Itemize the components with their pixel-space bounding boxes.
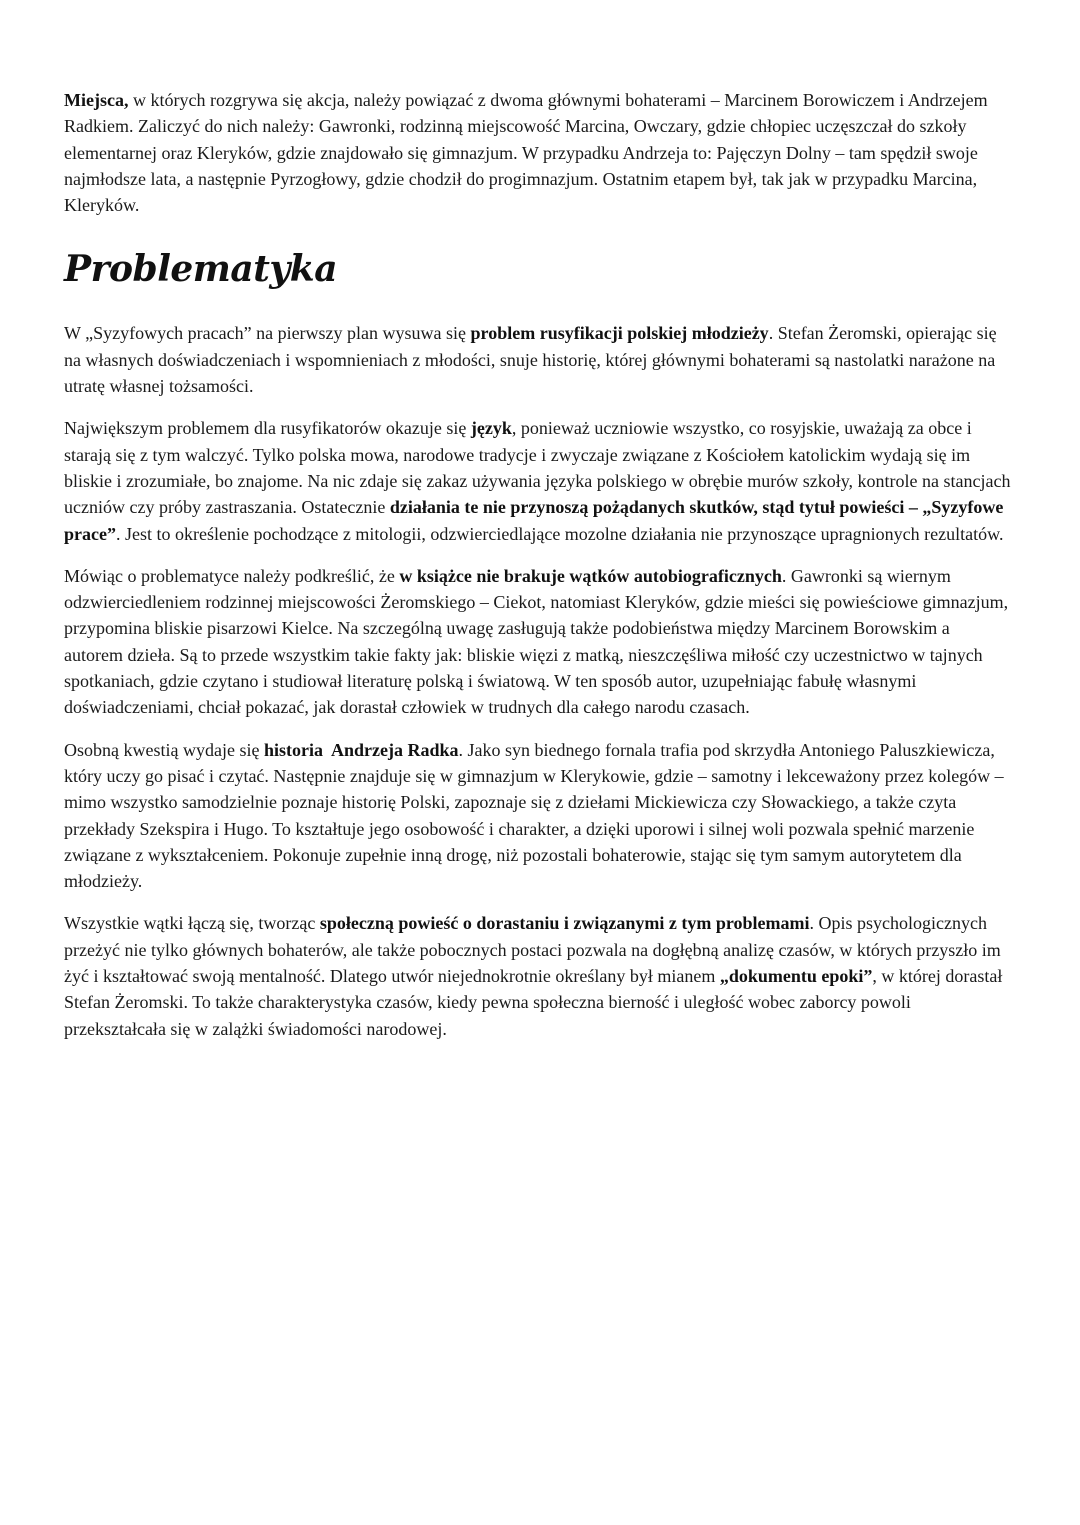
text-run: w których rozgrywa się akcja, należy powiązać z dwoma głównymi bohaterami – Marcinem Borowiczem i Andrzejem Radkiem. Zaliczyć do nich należy: Gawronki, rodzinną miejscowość Marcina, Owczary, gdzie chłopiec uczęszczał do szkoły elementarnej oraz Kleryków, gdzie znajdowało się gimnazjum. W przypadku Andrzeja to: Pajęczyn Dolny – tam spędził swoje najmłodsze lata, a następnie Pyrzogłowy, gdzie chodził do progimnazjum. Ostatnim etapem był, tak jak w przypadku Marcina, Kleryków.	[64, 90, 988, 216]
text-run: Osobną kwestią wydaje się	[64, 739, 264, 760]
text-run: , ponieważ uczniowie wszystko, co rosyjskie, uważają za obce i starają się z tym walczyć. Tylko polska mowa, narodowe tradycje i zwyczaje związane z Kościołem katolickim wydają się im bliskie i zrozumiałe, bo znajome. Na nic zdaje się zakaz używania języka polskiego w obrębie murów szkoły, kontrole na stancjach uczniów czy próby zastraszania. Ostatecznie	[64, 418, 1011, 518]
text-run: Największym problemem dla rusyfikatorów okazuje się	[64, 418, 471, 439]
text-run: , w której dorastał Stefan Żeromski. To także charakterystyka czasów, kiedy pewna społeczna bierność i uległość wobec zaborcy powoli przekształcała się w zalążki świadomości narodowej.	[64, 966, 1003, 1039]
paragraph-watki-autobiograficzne	[64, 563, 1012, 721]
bold-phrase: „dokumentu epoki”	[719, 966, 873, 987]
text-run: Wszystkie wątki łączą się, tworząc	[64, 913, 320, 934]
text-run: . Jako syn biednego fornala trafia pod skrzydła Antoniego Paluszkiewicza, który uczy go pisać i czytać. Następnie znajduje się w gimnazjum w Klerykowie, gdzie – samotny i lekceważony przez kolegów – mimo wszystko samodzielnie poznaje historię Polski, zapoznaje się z dziełami Mickiewicza czy Słowackiego, a także czyta przekłady Szekspira i Hugo. To kształtuje jego osobowość i charakter, a dzięki uporowi i silnej woli pozwala spełnić marzenie związane z wykształceniem. Pokonuje zupełnie inną drogę, niż pozostali bohaterowie, stając się tym samym autorytetem dla młodzieży.	[64, 739, 1004, 892]
bold-phrase: Miejsca,	[64, 90, 129, 110]
paragraph-jezyk	[64, 415, 1012, 546]
text-run: W „Syzyfowych pracach” na pierwszy plan wysuwa się	[64, 323, 471, 344]
paragraph-miejsca	[64, 87, 1012, 218]
bold-phrase: społeczną powieść o dorastaniu i związanymi z tym problemami	[319, 913, 810, 934]
bold-phrase: problem rusyfikacji polskiej młodzieży	[470, 323, 769, 344]
paragraph-problem-rusyfikacji	[64, 320, 1012, 399]
paragraph-historia-radka	[64, 737, 1012, 895]
paragraph-dokument-epoki	[64, 910, 1012, 1041]
text-run: . Jest to określenie pochodzące z mitologii, odzwierciedlające mozolne działania nie przynoszące upragnionych rezultatów.	[115, 523, 1004, 544]
bold-phrase: działania te nie przynoszą pożądanych skutków, stąd tytuł powieści – „Syzyfowe prace”	[64, 497, 1004, 544]
text-run: Mówiąc o problematyce należy podkreślić, że	[64, 565, 400, 586]
bold-phrase: w książce nie brakuje wątków autobiograficznych	[399, 565, 782, 586]
bold-phrase: historia Andrzeja Radka	[263, 739, 459, 760]
text-run: . Stefan Żeromski, opierając się na własnych doświadczeniach i wspomnieniach z młodości, snuje historię, której głównymi bohaterami są nastolatki narażone na utratę własnej tożsamości.	[64, 323, 997, 397]
bold-phrase: język	[470, 418, 512, 439]
text-run: . Gawronki są wiernym odzwierciedleniem rodzinnej miejscowości Żeromskiego – Ciekot, natomiast Kleryków, gdzie mieści się powieściowe gimnazjum, przypomina bliskie pisarzowi Kielce. Na szczególną uwagę zasługują także podobieństwa między Marcinem Borowskim a autorem dzieła. Są to przede wszystkim takie fakty jak: bliskie więzi z matką, nieszczęśliwa miłość czy uczestnictwo w tajnych spotkaniach, gdzie czytano i studiował literaturę polską i światową. W ten sposób autor, uzupełniając fabułę własnymi doświadczeniami, chciał pokazać, jak dorastał człowiek w trudnych dla całego narodu czasach.	[64, 565, 1009, 718]
text-run: . Opis psychologicznych przeżyć nie tylko głównych bohaterów, ale także pobocznych postaci pozwala na dogłębną analizę czasów, w których przyszło im żyć i kształtować swoją mentalność. Dlatego utwór niejednokrotnie określany był mianem	[64, 913, 1001, 987]
section-heading-problematyka: Problematyka	[64, 248, 338, 291]
